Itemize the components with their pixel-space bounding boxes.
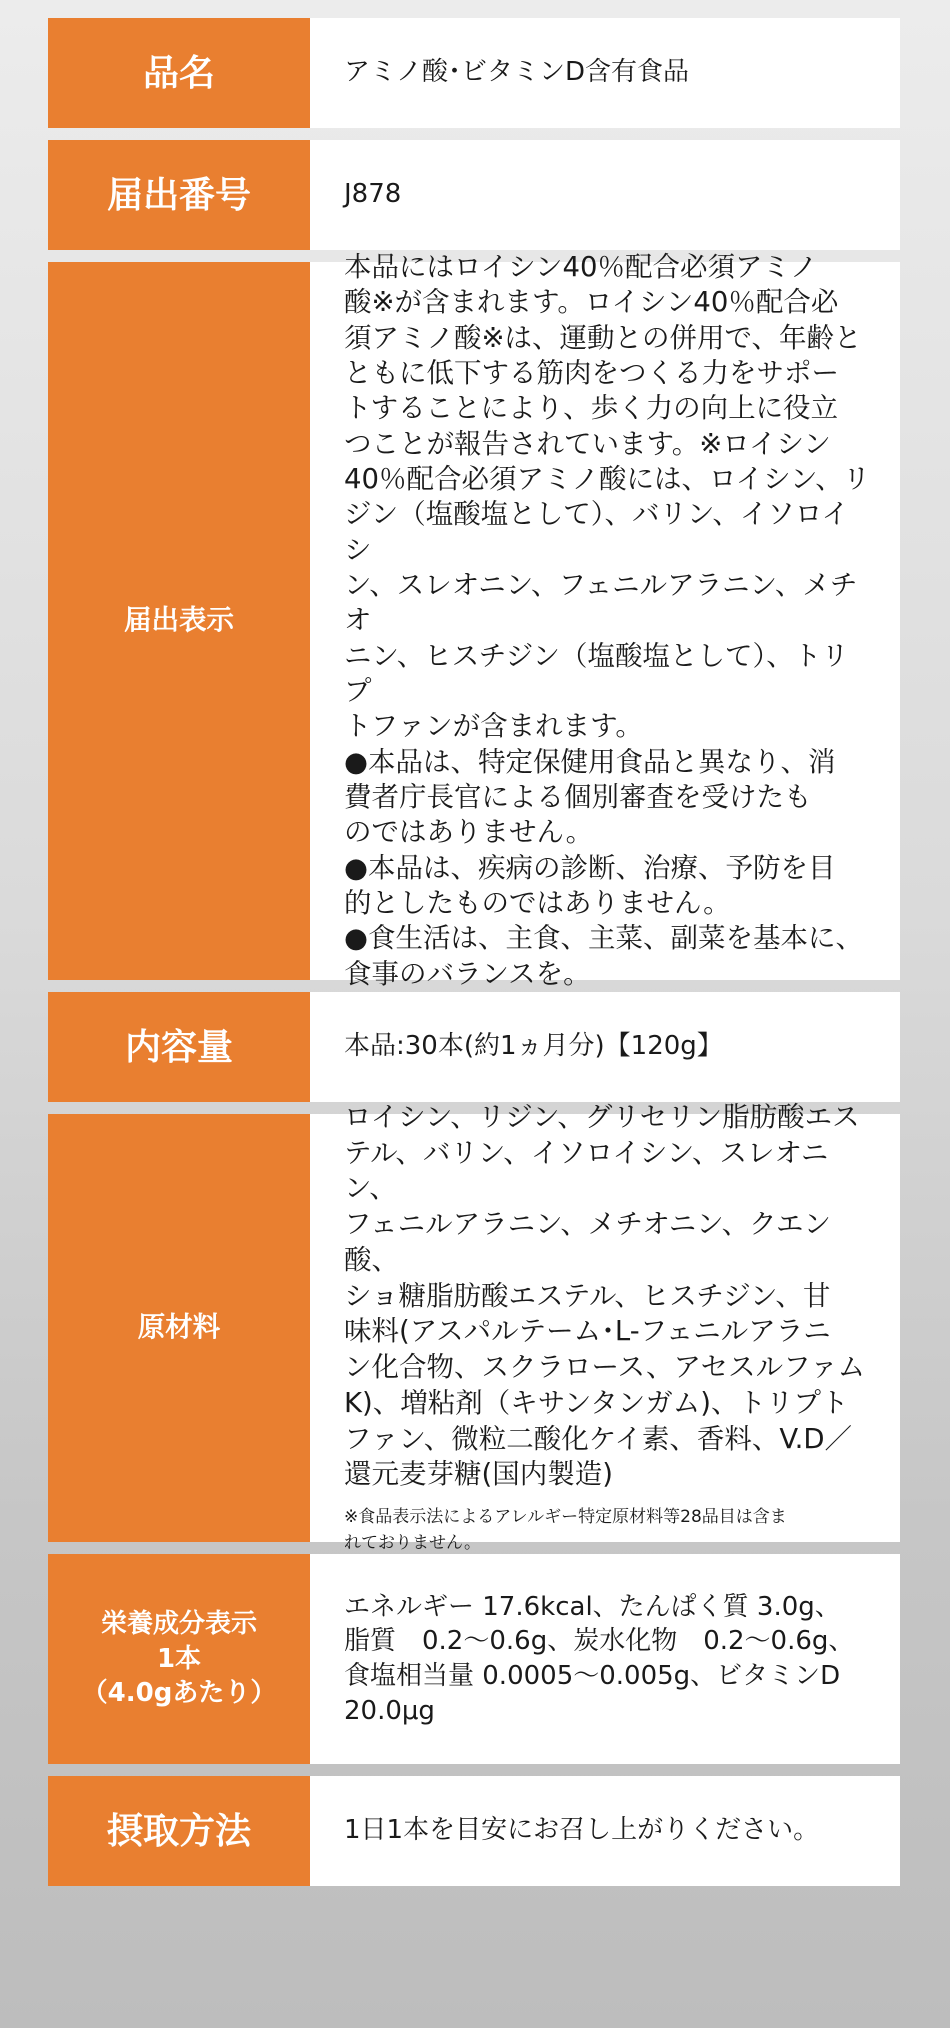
value-text: 本品にはロイシン40％配合必須アミノ 酸※が含まれます。ロイシン40％配合必 須アミノ酸※は、運動との併用で、年齢と ともに低下する筋肉をつくる力をサポー トすることにより、歩く力の向上に役立 つことが報告されています。※ロイシン 40％配合必須アミノ酸には、ロイシン、リ ジン（塩酸塩として）、バリン、イソロイシ ン、スレオニン、フェニルアラニン、メチオ ニン、ヒスチジン（塩酸塩として）、トリプ トファンが含まれます。 ●本品は、特定保健用食品と異なり、消 費者庁長官による個別審査を受けたも のではありません。 ●本品は、疾病の診断、治療、予防を目 的としたものではありません。 ●食生活は、主食、主菜、副菜を基本に、 食事のバランスを。 (344, 251, 871, 990)
row-value (310, 992, 900, 1102)
row-label (48, 1776, 310, 1886)
row-label (48, 1114, 310, 1542)
label-text: 栄養成分表示 1本 （4.0gあたり） (81, 1609, 277, 1709)
value-text: エネルギー 17.6kcal、たんぱく質 3.0g、 脂質 0.2～0.6g、炭水化物 0.2～0.6g、 食塩相当量 0.0005～0.005g、ビタミンD 20.0μg (344, 1591, 855, 1726)
value-text: 1日1本を目安にお召し上がりください。 (344, 1815, 820, 1846)
row-label (48, 1554, 310, 1764)
row-notification-claim (48, 251, 900, 990)
value-text: 本品:30本(約1ヵ月分)【120g】 (344, 1031, 723, 1062)
label-text: 届出番号 (106, 174, 251, 216)
label-text: 摂取方法 (106, 1810, 251, 1852)
row-label (48, 262, 310, 980)
label-text: 内容量 (124, 1026, 233, 1068)
row-value (310, 1554, 900, 1764)
value-text: J878 (344, 179, 402, 210)
row-label (48, 140, 310, 250)
allergen-note: ※食品表示法によるアレルギー特定原材料等28品目は含ま れておりません。 (344, 1507, 787, 1553)
row-value (310, 18, 900, 128)
label-text: 原材料 (137, 1311, 221, 1344)
product-info-table (48, 18, 900, 1898)
row-value (310, 1776, 900, 1886)
row-value (310, 251, 900, 990)
label-text: 届出表示 (124, 604, 234, 637)
row-nutrition-facts (48, 1554, 900, 1764)
value-text: アミノ酸･ビタミンD含有食品 (344, 57, 690, 88)
value-text: ロイシン、リジン、グリセリン脂肪酸エス テル、バリン、イソロイシン、スレオニン、 フェニルアラニン、メチオニン、クエン酸、 ショ糖脂肪酸エステル、ヒスチジン、甘 味料(アスパルテーム･L-フェニルアラニ ン化合物、スクラロース、アセスルファム K)、増粘剤（キサンタンガム)、トリプト ファン、微粒二酸化ケイ素、香料、V.D／ 還元麦芽糖(国内製造) (344, 1100, 866, 1491)
row-product-name (48, 18, 900, 128)
row-value (310, 140, 900, 250)
row-ingredients (48, 1100, 900, 1553)
row-label (48, 992, 310, 1102)
row-intake-method (48, 1776, 900, 1886)
row-label (48, 18, 310, 128)
label-text: 品名 (142, 52, 215, 94)
row-contents (48, 992, 900, 1102)
row-notification-number (48, 140, 900, 250)
row-value (310, 1100, 900, 1553)
